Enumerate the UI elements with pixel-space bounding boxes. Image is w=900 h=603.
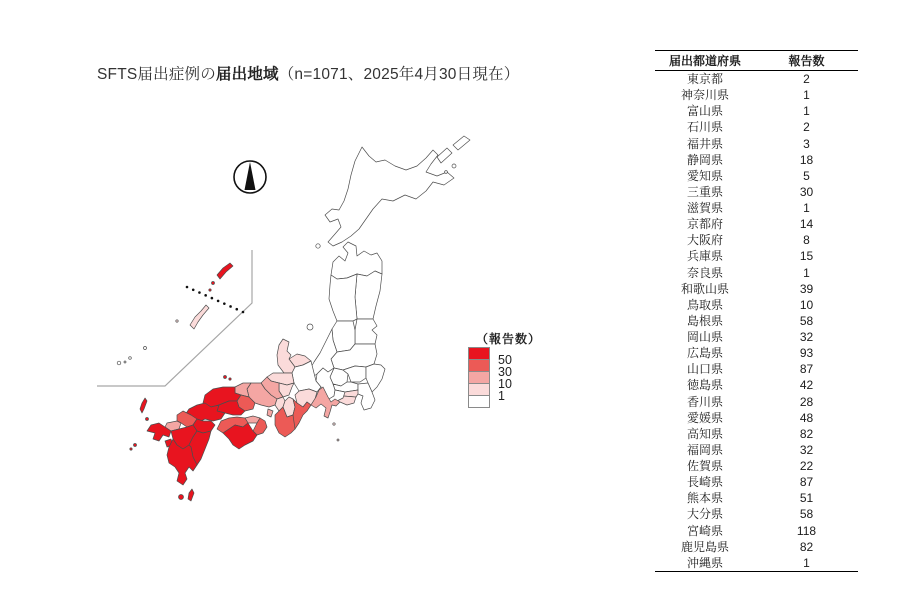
title-emphasis: 届出地域	[215, 66, 279, 83]
inset-border	[97, 250, 252, 386]
report-count: 58	[799, 313, 814, 328]
table-row	[655, 232, 858, 248]
table-row	[655, 152, 858, 168]
prefecture-amami-island-2	[212, 282, 215, 285]
prefecture-amami-island-3	[209, 289, 211, 291]
prefecture-name: 高知県	[686, 426, 723, 441]
region-habomai-island	[445, 171, 448, 174]
prefecture-name: 大阪府	[686, 233, 723, 248]
map-legend	[460, 330, 580, 403]
report-count: 22	[799, 459, 814, 474]
report-count: 5	[803, 168, 810, 183]
prefecture-name: 愛知県	[686, 168, 723, 183]
title-prefix: SFTS届出症例の	[97, 66, 216, 83]
prefecture-name: 和歌山県	[680, 281, 729, 296]
report-table	[655, 50, 858, 572]
table-row	[655, 394, 858, 410]
table-row	[655, 265, 858, 281]
report-count: 18	[799, 152, 814, 167]
region-hokkaido	[325, 147, 454, 246]
prefecture-name: 石川県	[686, 120, 723, 135]
report-count: 2	[803, 120, 810, 135]
prefecture-name: 岡山県	[686, 330, 723, 345]
region-iwate	[355, 271, 382, 319]
table-row	[655, 490, 858, 506]
report-count: 2	[803, 72, 810, 87]
legend-title: （報告数）	[476, 332, 542, 346]
report-count: 42	[799, 378, 814, 393]
table-row	[655, 103, 858, 119]
report-count: 39	[799, 281, 814, 296]
prefecture-name: 香川県	[686, 394, 723, 409]
prefecture-ishikawa	[277, 339, 295, 373]
prefecture-name: 神奈川県	[680, 88, 729, 103]
report-count: 82	[799, 426, 814, 441]
prefecture-yakushima-island	[179, 495, 184, 500]
prefecture-okinawa-island-2	[176, 320, 178, 322]
table-row	[655, 329, 858, 345]
table-header-row	[655, 50, 858, 71]
inset-divider-dot	[192, 288, 195, 291]
prefecture-name: 奈良県	[686, 265, 723, 280]
region-akita	[329, 274, 357, 321]
prefecture-izu-island-1	[333, 423, 335, 425]
region-miyako-island	[144, 347, 147, 350]
prefecture-tsushima-island	[140, 398, 147, 413]
inset-divider-dot	[217, 300, 220, 303]
report-count: 118	[796, 523, 817, 538]
prefecture-name: 三重県	[686, 184, 723, 199]
north-arrow-icon	[234, 161, 266, 193]
prefecture-name: 山口県	[686, 362, 723, 377]
table-row	[655, 377, 858, 393]
prefecture-name: 鳥取県	[686, 297, 723, 312]
prefecture-name: 東京都	[686, 72, 723, 87]
region-iriomote-island	[124, 361, 126, 363]
report-count: 14	[799, 217, 814, 232]
table-row	[655, 216, 858, 232]
table-row	[655, 87, 858, 103]
table-row	[655, 458, 858, 474]
prefecture-name: 佐賀県	[686, 459, 723, 474]
report-count: 3	[803, 136, 810, 151]
table-header-prefecture: 届出都道府県	[668, 54, 741, 68]
legend-color-scale	[468, 348, 490, 408]
inset-divider-dot	[242, 311, 245, 314]
legend-threshold-label: 30	[498, 365, 512, 379]
prefecture-tanegashima-island	[188, 489, 194, 501]
table-row	[655, 361, 858, 377]
prefecture-iki-island	[146, 418, 149, 421]
title-suffix: （n=1071、2025年4月30日現在）	[278, 66, 520, 83]
table-row	[655, 200, 858, 216]
japan-choropleth-map	[85, 115, 485, 545]
prefecture-name: 宮崎県	[686, 523, 723, 538]
prefecture-name: 愛媛県	[686, 410, 723, 425]
table-row	[655, 442, 858, 458]
report-count: 1	[803, 88, 810, 103]
table-row	[655, 555, 858, 571]
prefecture-izu-island-2	[337, 439, 339, 441]
prefecture-name: 島根県	[686, 313, 723, 328]
report-count: 1	[803, 265, 810, 280]
prefecture-oki-island-2	[229, 378, 231, 380]
report-count: 58	[799, 507, 814, 522]
report-count: 48	[799, 410, 814, 425]
region-okushiri-island	[316, 244, 320, 248]
region-tarama-island	[129, 357, 132, 360]
table-row	[655, 474, 858, 490]
table-row	[655, 168, 858, 184]
prefecture-name: 福井県	[686, 136, 723, 151]
table-row	[655, 313, 858, 329]
table-row	[655, 345, 858, 361]
report-count: 32	[799, 442, 814, 457]
table-row	[655, 506, 858, 522]
report-count: 51	[799, 491, 814, 506]
legend-threshold-label: 50	[498, 353, 512, 367]
prefecture-name: 京都府	[686, 217, 723, 232]
prefecture-awaji-island	[267, 409, 273, 417]
prefecture-name: 沖縄県	[686, 555, 723, 570]
report-count: 8	[803, 233, 810, 248]
region-ishigaki-island	[117, 361, 121, 365]
region-shikotan-island	[452, 164, 456, 168]
prefecture-name: 徳島県	[686, 378, 723, 393]
prefecture-name: 富山県	[686, 104, 723, 119]
inset-divider-dot	[229, 305, 232, 308]
legend-color-box	[468, 395, 490, 408]
report-count: 10	[799, 297, 814, 312]
prefecture-goto-island-1	[134, 444, 137, 447]
report-count: 1	[803, 555, 810, 570]
report-count: 93	[799, 346, 814, 361]
report-count: 30	[799, 184, 814, 199]
prefecture-okinawa-main-island	[190, 305, 209, 329]
table-row	[655, 136, 858, 152]
prefecture-name: 鹿児島県	[680, 539, 729, 554]
table-header-count: 報告数	[788, 54, 825, 68]
table-row	[655, 281, 858, 297]
table-row	[655, 248, 858, 264]
prefecture-name: 兵庫県	[686, 249, 723, 264]
table-row	[655, 539, 858, 555]
table-row	[655, 119, 858, 135]
prefecture-name: 静岡県	[686, 152, 723, 167]
inset-divider-dot	[211, 297, 214, 300]
inset-divider-dot	[223, 302, 226, 305]
report-count: 87	[799, 362, 814, 377]
inset-divider-dot	[235, 308, 238, 311]
prefecture-goto-island-2	[130, 448, 132, 450]
region-etorofu-island	[453, 136, 470, 150]
prefecture-name: 熊本県	[686, 491, 723, 506]
region-miyagi	[355, 319, 377, 344]
prefecture-name: 滋賀県	[686, 201, 723, 216]
table-row	[655, 426, 858, 442]
prefecture-name: 長崎県	[686, 475, 723, 490]
prefecture-name: 大分県	[686, 507, 723, 522]
region-sado-island	[307, 324, 313, 330]
table-row	[655, 410, 858, 426]
figure-title	[97, 62, 519, 84]
prefecture-name: 福岡県	[686, 442, 723, 457]
prefecture-oki-island-1	[224, 376, 227, 379]
table-row	[655, 71, 858, 87]
inset-divider-dot	[204, 294, 207, 297]
prefecture-name: 広島県	[686, 346, 723, 361]
inset-divider-dot	[186, 286, 189, 289]
report-count: 28	[799, 394, 814, 409]
table-row	[655, 523, 858, 539]
table-row	[655, 297, 858, 313]
legend-threshold-label: 10	[498, 377, 512, 391]
report-count: 1	[803, 104, 810, 119]
inset-divider-dot	[198, 291, 201, 294]
region-kunashiri-island	[437, 148, 452, 163]
report-count: 82	[799, 539, 814, 554]
table-row	[655, 184, 858, 200]
report-count: 87	[799, 475, 814, 490]
legend-threshold-label: 1	[498, 389, 505, 403]
prefecture-amami-island	[217, 263, 233, 279]
table-body	[655, 71, 858, 572]
report-count: 15	[799, 249, 814, 264]
report-count: 32	[799, 330, 814, 345]
report-count: 1	[803, 201, 810, 216]
